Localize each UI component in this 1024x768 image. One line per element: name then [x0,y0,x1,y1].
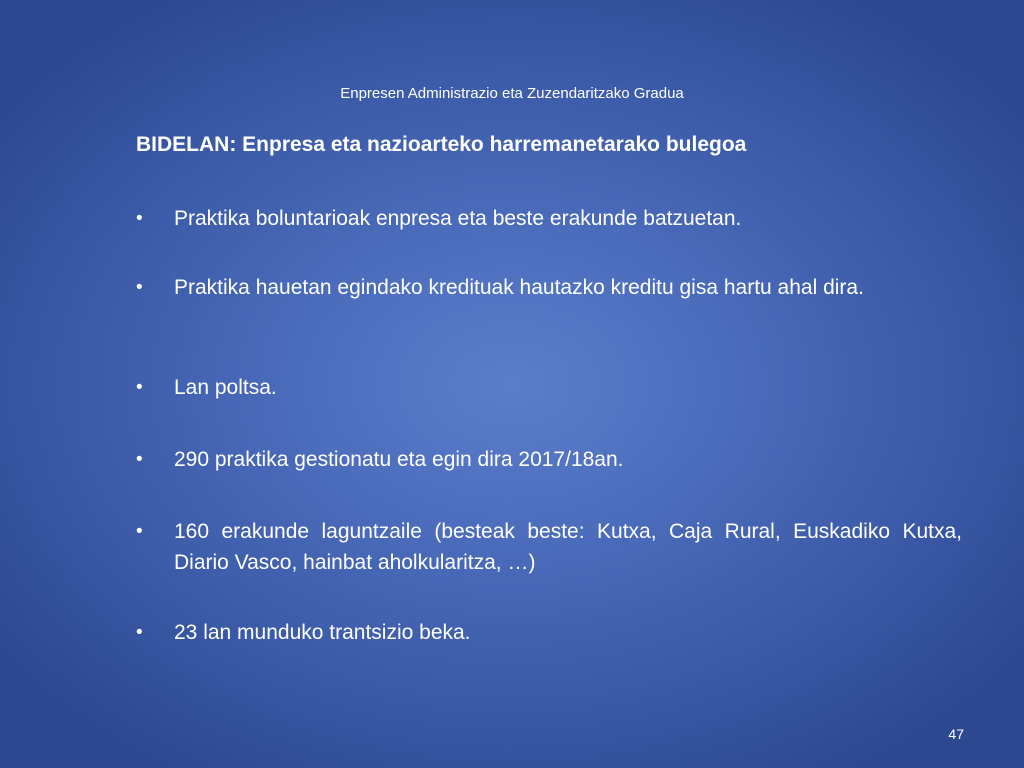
slide-page-number: 47 [948,726,964,742]
bullet-item [136,203,962,234]
bullet-item [136,372,962,403]
bullet-text: Lan poltsa. [174,376,277,399]
bullet-marker-icon: • [136,521,143,542]
bullet-marker-icon: • [136,377,143,398]
bullet-marker-icon: • [136,277,143,298]
bullet-item [136,272,962,303]
bullet-text: 290 praktika gestionatu eta egin dira 2017/18an. [174,448,624,471]
bullet-text: Praktika hauetan egindako kredituak hautazko kreditu gisa hartu ahal dira. [174,276,864,299]
slide-title: BIDELAN: Enpresa eta nazioarteko harremanetarako bulegoa [136,133,747,156]
bullet-marker-icon: • [136,449,143,470]
bullet-item [136,617,962,648]
slide-header: Enpresen Administrazio eta Zuzendaritzako Gradua [340,85,684,102]
bullet-marker-icon: • [136,208,143,229]
bullet-text: 23 lan munduko trantsizio beka. [174,621,471,644]
bullet-item [136,516,962,578]
bullet-text: Praktika boluntarioak enpresa eta beste erakunde batzuetan. [174,207,742,230]
bullet-item [136,444,962,475]
bullet-text: 160 erakunde laguntzaile (besteak beste: Kutxa, Caja Rural, Euskadiko Kutxa, Diario Vasco, hainbat aholkularitza, …) [174,520,962,574]
bullet-marker-icon: • [136,622,143,643]
